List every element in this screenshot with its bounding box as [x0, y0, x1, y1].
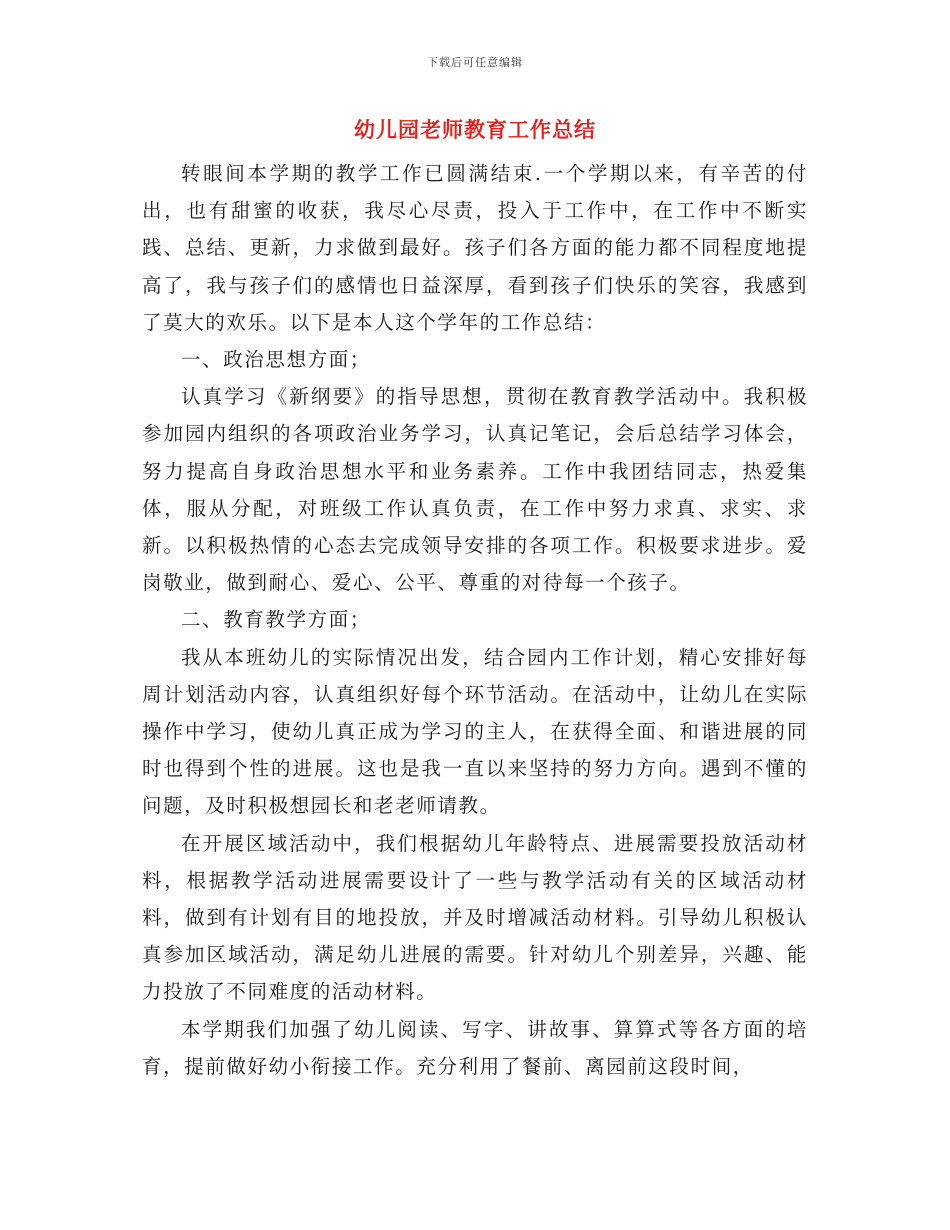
document-body — [142, 155, 808, 1085]
document-title: 幼儿园老师教育工作总结 — [354, 117, 596, 142]
paragraph-intro: 转眼间本学期的教学工作已圆满结束.一个学期以来，有辛苦的付出，也有甜蜜的收获，我尽心尽责，投入于工作中，在工作中不断实践、总结、更新，力求做到最好。孩子们各方面的能力都不同程度地提高了，我与孩子们的感情也日益深厚，看到孩子们快乐的笑容，我感到了莫大的欢乐。以下是本人这个学年的工作总结： — [142, 162, 808, 334]
paragraph-teaching: 我从本班幼儿的实际情况出发，结合园内工作计划，精心安排好每周计划活动内容，认真组织好每个环节活动。在活动中，让幼儿在实际操作中学习，使幼儿真正成为学习的主人，在获得全面、和谐进展的同时也得到个性的进展。这也是我一直以来坚持的努力方向。遇到不懂的问题，及时积极想园长和老老师请教。 — [142, 645, 808, 818]
section-heading-political: 一、政治思想方面； — [181, 348, 371, 372]
header-note: 下载后可任意编辑 — [427, 56, 523, 69]
paragraph-reading-writing: 本学期我们加强了幼儿阅读、写字、讲故事、算算式等各方面的培育，提前做好幼小衔接工作。充分利用了餐前、离园前这段时间， — [142, 1017, 808, 1078]
paragraph-political: 认真学习《新纲要》的指导思想，贯彻在教育教学活动中。我积极参加园内组织的各项政治业务学习，认真记笔记，会后总结学习体会，努力提高自身政治思想水平和业务素养。工作中我团结同志，热爱集体，服从分配，对班级工作认真负责，在工作中努力求真、求实、求新。以积极热情的心态去完成领导安排的各项工作。积极要求进步。爱岗敬业，做到耐心、爱心、公平、尊重的对待每一个孩子。 — [142, 385, 808, 595]
paragraph-area-activities: 在开展区域活动中，我们根据幼儿年龄特点、进展需要投放活动材料，根据教学活动进展需要设计了一些与教学活动有关的区域活动材料，做到有计划有目的地投放，并及时增减活动材料。引导幼儿积极认真参加区域活动，满足幼儿进展的需要。针对幼儿个别差异，兴趣、能力投放了不同难度的活动材料。 — [142, 831, 808, 1004]
section-heading-teaching: 二、教育教学方面； — [181, 608, 371, 632]
